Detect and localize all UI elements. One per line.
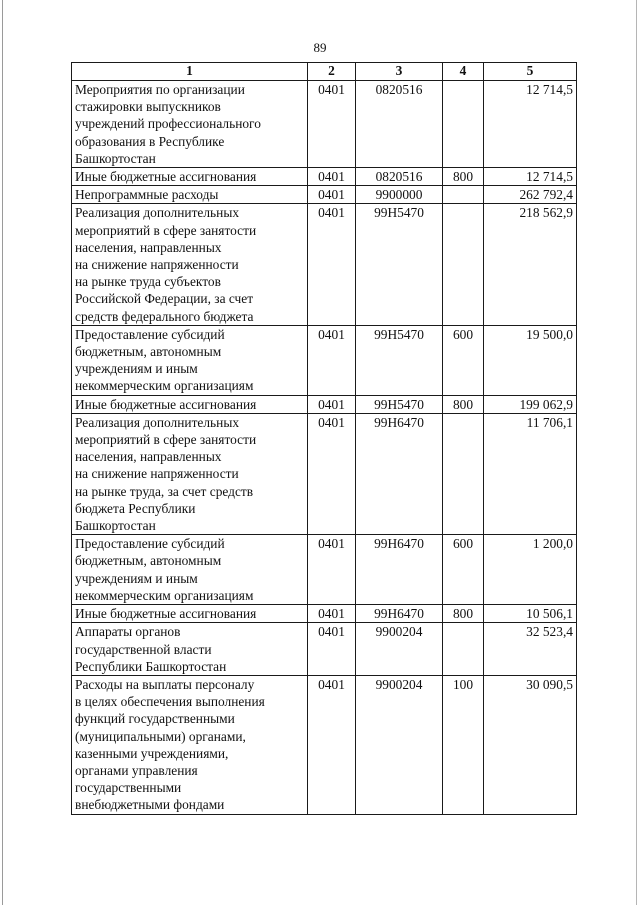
row-name-cell — [72, 413, 308, 534]
row-name-line: Непрограммные расходы — [75, 187, 219, 203]
row-target-article: 99Н5470 — [356, 395, 443, 413]
row-target-article: 99Н6470 — [356, 605, 443, 623]
row-name-line: населения, направленных — [75, 239, 222, 255]
row-amount: 19 500,0 — [484, 325, 577, 395]
row-amount: 12 714,5 — [484, 168, 577, 186]
row-name-cell — [72, 186, 308, 204]
row-section-code: 0401 — [308, 81, 356, 168]
row-name-line: Мероприятия по организации — [75, 82, 245, 97]
row-amount: 11 706,1 — [484, 413, 577, 534]
table-row — [72, 535, 577, 605]
row-name-line: на снижение напряженности — [75, 257, 239, 273]
row-amount: 218 562,9 — [484, 204, 577, 325]
row-amount: 262 792,4 — [484, 186, 577, 204]
row-expense-type: 600 — [443, 535, 484, 605]
row-name-line: средств федерального бюджета — [75, 308, 254, 324]
row-name-line: внебюджетными фондами — [75, 797, 225, 813]
row-expense-type — [443, 204, 484, 325]
table-row — [72, 623, 577, 676]
table-row — [72, 675, 577, 814]
row-section-code: 0401 — [308, 535, 356, 605]
row-name-line: (муниципальными) органами, — [75, 728, 246, 744]
row-name-line: в целях обеспечения выполнения — [75, 694, 265, 710]
table-header — [72, 63, 577, 81]
row-name-line: Расходы на выплаты персоналу — [75, 676, 255, 692]
header-col-2: 2 — [308, 63, 356, 81]
row-name-cell — [72, 204, 308, 325]
row-name-line: Предоставление субсидий — [75, 536, 225, 552]
row-expense-type: 800 — [443, 395, 484, 413]
row-target-article: 9900204 — [356, 623, 443, 676]
row-section-code: 0401 — [308, 675, 356, 814]
row-name-line: государственными — [75, 780, 182, 796]
row-name-cell — [72, 675, 308, 814]
row-name-line: Башкортостан — [75, 150, 156, 166]
row-expense-type — [443, 623, 484, 676]
row-name-line: Предоставление субсидий — [75, 326, 225, 342]
budget-table — [71, 62, 577, 815]
row-name-line: бюджетным, автономным — [75, 344, 222, 360]
row-name-cell — [72, 395, 308, 413]
header-col-1: 1 — [72, 63, 308, 81]
row-expense-type: 100 — [443, 675, 484, 814]
row-amount: 12 714,5 — [484, 81, 577, 168]
table-body — [72, 81, 577, 815]
row-name-cell — [72, 605, 308, 623]
row-name-line: государственной власти — [75, 641, 212, 657]
row-name-line: Иные бюджетные ассигнования — [75, 606, 257, 622]
row-target-article: 0820516 — [356, 168, 443, 186]
row-expense-type — [443, 413, 484, 534]
row-name-line: функций государственными — [75, 711, 235, 727]
row-name-line: Реализация дополнительных — [75, 414, 240, 430]
row-section-code: 0401 — [308, 204, 356, 325]
row-section-code: 0401 — [308, 325, 356, 395]
row-target-article: 99Н5470 — [356, 325, 443, 395]
row-name-line: Иные бюджетные ассигнования — [75, 169, 257, 185]
row-name-line: стажировки выпускников — [75, 99, 221, 115]
header-col-4: 4 — [443, 63, 484, 81]
page-edge-right — [636, 0, 637, 905]
page-edge-left — [2, 0, 3, 905]
table-row — [72, 413, 577, 534]
row-amount: 199 062,9 — [484, 395, 577, 413]
page-number: 89 — [313, 40, 327, 55]
row-name-line: населения, направленных — [75, 449, 222, 465]
row-amount: 1 200,0 — [484, 535, 577, 605]
row-target-article: 99Н6470 — [356, 413, 443, 534]
header-col-3: 3 — [356, 63, 443, 81]
table-row — [72, 81, 577, 168]
row-target-article: 9900204 — [356, 675, 443, 814]
row-name-line: бюджета Республики — [75, 500, 196, 516]
row-name-line: казенными учреждениями, — [75, 745, 229, 761]
row-name-line: образования в Республике — [75, 133, 225, 149]
row-name-line: Башкортостан — [75, 518, 156, 534]
row-name-line: некоммерческим организациям — [75, 587, 254, 603]
table-row — [72, 168, 577, 186]
row-name-line: на рынке труда, за счет средств — [75, 483, 254, 499]
row-name-line: учреждениям и иным — [75, 570, 198, 586]
row-expense-type: 600 — [443, 325, 484, 395]
table-row — [72, 186, 577, 204]
row-name-cell — [72, 535, 308, 605]
row-name-line: Реализация дополнительных — [75, 205, 240, 221]
row-name-line: Российской Федерации, за счет — [75, 291, 254, 307]
row-section-code: 0401 — [308, 623, 356, 676]
row-target-article: 99Н6470 — [356, 535, 443, 605]
row-expense-type — [443, 81, 484, 168]
row-amount: 30 090,5 — [484, 675, 577, 814]
row-section-code: 0401 — [308, 186, 356, 204]
row-amount: 32 523,4 — [484, 623, 577, 676]
table-row — [72, 325, 577, 395]
row-expense-type — [443, 186, 484, 204]
row-target-article: 0820516 — [356, 81, 443, 168]
row-name-line: Республики Башкортостан — [75, 658, 227, 674]
header-col-5: 5 — [484, 63, 577, 81]
row-target-article: 99Н5470 — [356, 204, 443, 325]
header-row — [72, 63, 577, 81]
row-section-code: 0401 — [308, 413, 356, 534]
row-name-line: на снижение напряженности — [75, 466, 239, 482]
row-name-line: Иные бюджетные ассигнования — [75, 396, 257, 412]
row-name-cell — [72, 168, 308, 186]
row-target-article: 9900000 — [356, 186, 443, 204]
row-name-cell — [72, 325, 308, 395]
row-amount: 10 506,1 — [484, 605, 577, 623]
row-name-cell — [72, 623, 308, 676]
row-name-line: на рынке труда субъектов — [75, 274, 221, 290]
row-name-line: мероприятий в сфере занятости — [75, 432, 257, 448]
row-name-line: органами управления — [75, 762, 198, 778]
table-row — [72, 395, 577, 413]
row-expense-type: 800 — [443, 605, 484, 623]
row-expense-type: 800 — [443, 168, 484, 186]
row-section-code: 0401 — [308, 395, 356, 413]
row-name-line: Аппараты органов — [75, 624, 181, 640]
table-row — [72, 204, 577, 325]
table-row — [72, 605, 577, 623]
row-name-line: некоммерческим организациям — [75, 378, 254, 394]
row-name-line: учреждениям и иным — [75, 361, 198, 377]
row-section-code: 0401 — [308, 168, 356, 186]
row-name-line: мероприятий в сфере занятости — [75, 222, 257, 238]
row-section-code: 0401 — [308, 605, 356, 623]
row-name-line: бюджетным, автономным — [75, 553, 222, 569]
row-name-cell — [72, 81, 308, 168]
row-name-line: учреждений профессионального — [75, 116, 261, 132]
